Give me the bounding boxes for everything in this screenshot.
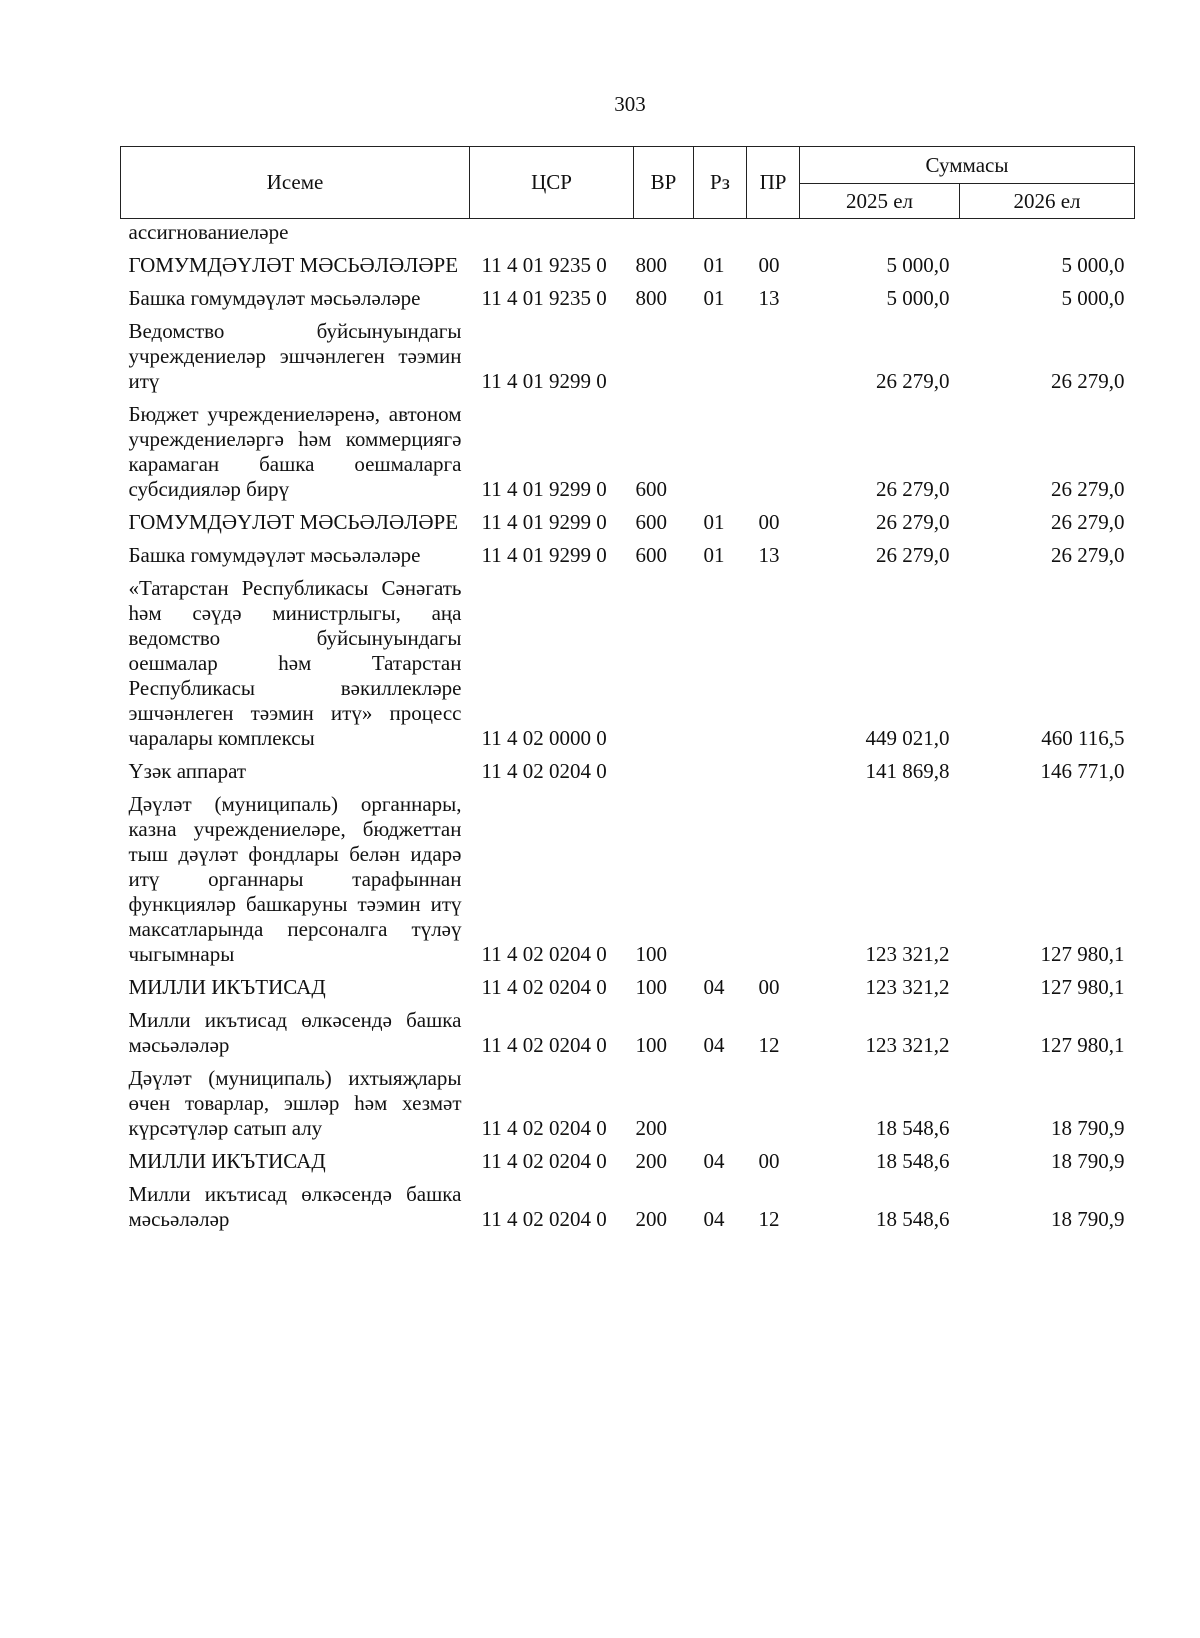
row-amount-2025: 18 548,6 — [876, 1116, 950, 1140]
row-pr-cell: 13 — [758, 543, 780, 567]
row-rz-cell — [694, 751, 747, 784]
row-vr-cell: 600 — [635, 543, 667, 567]
row-amount-2025: 18 548,6 — [876, 1149, 950, 1173]
row-rz-cell — [694, 1058, 747, 1141]
row-rz-cell — [694, 784, 747, 967]
row-amount-2026: 127 980,1 — [1040, 1033, 1125, 1057]
row-csr-cell: 11 4 01 9299 0 — [481, 510, 607, 534]
row-amount-2026: 127 980,1 — [1040, 975, 1125, 999]
row-name-cell: Дәүләт (муниципаль) органнары, казна учреждениеләре, бюджеттан тыш дәүләт фондлары белән идарә итү органнары тарафыннан функцияләр башкаруны тәэмин итү максатларында персоналга түләү чыгымнары — [128, 792, 462, 966]
table-row — [121, 394, 1135, 502]
row-vr-cell — [634, 568, 694, 751]
row-rz-cell: 04 — [703, 1207, 725, 1231]
row-amount-2026: 146 771,0 — [1040, 759, 1125, 783]
row-pr-cell: 00 — [758, 975, 780, 999]
row-csr-cell: 11 4 02 0204 0 — [481, 1207, 607, 1231]
header-pr: ПР — [747, 147, 800, 219]
row-amount-2026: 5 000,0 — [1061, 253, 1125, 277]
row-name-cell: Милли икътисад өлкәсендә башка мәсьәләләр — [128, 1008, 462, 1057]
row-pr-cell: 12 — [758, 1207, 780, 1231]
row-amount-2026: 26 279,0 — [1051, 369, 1125, 393]
row-amount-2025: 123 321,2 — [865, 975, 950, 999]
row-csr-cell: 11 4 02 0204 0 — [481, 942, 607, 966]
row-rz-cell — [694, 311, 747, 394]
row-csr-cell: 11 4 01 9299 0 — [481, 369, 607, 393]
header-csr: ЦСР — [470, 147, 634, 219]
row-csr-cell: 11 4 02 0204 0 — [481, 1116, 607, 1140]
row-rz-cell: 04 — [703, 975, 725, 999]
row-name-cell: Бюджет учреждениеләренә, автоном учреждениеләргә һәм коммерциягә карамаган башка оешмаларга субсидияләр бирү — [128, 402, 462, 501]
row-vr-cell: 600 — [635, 477, 667, 501]
row-rz-cell: 04 — [703, 1033, 725, 1057]
row-csr-cell: 11 4 02 0204 0 — [481, 1033, 607, 1057]
row-amount-2026: 18 790,9 — [1051, 1207, 1125, 1231]
row-csr-cell: 11 4 01 9299 0 — [481, 477, 607, 501]
row-amount-2025: 26 279,0 — [876, 510, 950, 534]
row-pr-cell — [747, 784, 800, 967]
row-vr-cell: 800 — [635, 253, 667, 277]
row-name-cell: МИЛЛИ ИКЪТИСАД — [128, 975, 326, 999]
row-name-cell: «Татарстан Республикасы Сәнәгать һәм сәүдә министрлыгы, аңа ведомство буйсынуындагы оешмалар һәм Татарстан Республикасы вәкиллекләре эшчәнлеген тәэмин итү» процесс чаралары комплексы — [128, 576, 462, 750]
row-amount-2026: 460 116,5 — [1041, 726, 1125, 750]
row-pr-cell: 00 — [758, 1149, 780, 1173]
row-vr-cell: 800 — [635, 286, 667, 310]
row-pr-cell — [747, 568, 800, 751]
row-name-cell: Башка гомумдәүләт мәсьәләләре — [128, 543, 421, 567]
row-pr-cell: 13 — [758, 286, 780, 310]
table-row — [121, 311, 1135, 394]
row-name-cell: Башка гомумдәүләт мәсьәләләре — [128, 286, 421, 310]
row-pr-cell: 12 — [758, 1033, 780, 1057]
row-amount-2026: 26 279,0 — [1051, 477, 1125, 501]
table-body — [121, 219, 1135, 1233]
table-row — [121, 502, 1135, 535]
row-amount-2026: 127 980,1 — [1040, 942, 1125, 966]
header-year-2025: 2025 ел — [800, 184, 960, 219]
row-amount-2026: 18 790,9 — [1051, 1149, 1125, 1173]
row-pr-cell: 00 — [758, 510, 780, 534]
row-vr-cell: 100 — [635, 1033, 667, 1057]
row-amount-2026: 5 000,0 — [1061, 286, 1125, 310]
row-amount-2025: 123 321,2 — [865, 942, 950, 966]
row-name-cell: Ведомство буйсынуындагы учреждениеләр эшчәнлеген тәэмин итү — [128, 319, 462, 393]
row-name-cell: МИЛЛИ ИКЪТИСАД — [128, 1149, 326, 1173]
row-rz-cell: 01 — [703, 286, 725, 310]
row-amount-2025: 26 279,0 — [876, 543, 950, 567]
row-amount-2025: 26 279,0 — [876, 477, 950, 501]
table-row — [121, 1058, 1135, 1141]
row-rz-cell: 01 — [703, 510, 725, 534]
header-sums: Суммасы — [800, 147, 1135, 184]
continuation-row — [121, 219, 1135, 246]
row-name-cell: Үзәк аппарат — [128, 759, 247, 783]
header-rz: Рз — [694, 147, 747, 219]
row-vr-cell: 200 — [635, 1149, 667, 1173]
row-amount-2025: 123 321,2 — [865, 1033, 950, 1057]
row-csr-cell: 11 4 01 9235 0 — [481, 286, 607, 310]
row-csr-cell: 11 4 01 9299 0 — [481, 543, 607, 567]
row-amount-2026: 18 790,9 — [1051, 1116, 1125, 1140]
row-rz-cell: 01 — [703, 253, 725, 277]
row-vr-cell: 200 — [635, 1207, 667, 1231]
row-pr-cell — [747, 751, 800, 784]
row-pr-cell — [747, 1058, 800, 1141]
row-amount-2026: 26 279,0 — [1051, 543, 1125, 567]
row-rz-cell: 04 — [703, 1149, 725, 1173]
row-csr-cell: 11 4 02 0204 0 — [481, 975, 607, 999]
row-csr-cell: 11 4 01 9235 0 — [481, 253, 607, 277]
row-pr-cell: 00 — [758, 253, 780, 277]
header-name: Исеме — [121, 147, 470, 219]
row-name-cell: Милли икътисад өлкәсендә башка мәсьәләләр — [128, 1182, 462, 1231]
table-row — [121, 784, 1135, 967]
row-amount-2025: 18 548,6 — [876, 1207, 950, 1231]
table-row — [121, 568, 1135, 751]
row-name-cell: ГОМУМДӘҮЛӘТ МӘСЬӘЛӘЛӘРЕ — [128, 510, 459, 534]
table-row — [121, 1174, 1135, 1232]
row-vr-cell: 100 — [635, 975, 667, 999]
table-row — [121, 1000, 1135, 1058]
table-row — [121, 751, 1135, 784]
page-number: 303 — [614, 92, 646, 116]
row-vr-cell: 600 — [635, 510, 667, 534]
table-header — [121, 147, 1135, 219]
header-vr: ВР — [634, 147, 694, 219]
table-row — [121, 535, 1135, 568]
row-csr-cell: 11 4 02 0204 0 — [481, 759, 607, 783]
row-pr-cell — [747, 311, 800, 394]
row-amount-2025: 5 000,0 — [886, 286, 950, 310]
row-rz-cell: 01 — [703, 543, 725, 567]
table-row — [121, 278, 1135, 311]
row-name-cell: ГОМУМДӘҮЛӘТ МӘСЬӘЛӘЛӘРЕ — [128, 253, 459, 277]
row-rz-cell — [694, 568, 747, 751]
table-row — [121, 245, 1135, 278]
table-row — [121, 1141, 1135, 1174]
table-row — [121, 967, 1135, 1000]
row-amount-2025: 449 021,0 — [865, 726, 950, 750]
row-amount-2025: 5 000,0 — [886, 253, 950, 277]
row-vr-cell — [634, 311, 694, 394]
row-vr-cell: 200 — [635, 1116, 667, 1140]
row-amount-2026: 26 279,0 — [1051, 510, 1125, 534]
header-year-2026: 2026 ел — [960, 184, 1135, 219]
row-csr-cell: 11 4 02 0204 0 — [481, 1149, 607, 1173]
row-csr-cell: 11 4 02 0000 0 — [481, 726, 607, 750]
budget-table — [120, 146, 1135, 1232]
row-pr-cell — [747, 394, 800, 502]
continuation-text: ассигнованиеләре — [128, 220, 289, 244]
row-amount-2025: 26 279,0 — [876, 369, 950, 393]
row-vr-cell — [634, 751, 694, 784]
row-amount-2025: 141 869,8 — [865, 759, 950, 783]
row-name-cell: Дәүләт (муниципаль) ихтыяҗлары өчен товарлар, эшләр һәм хезмәт күрсәтүләр сатып алу — [128, 1066, 462, 1140]
row-rz-cell — [694, 394, 747, 502]
row-vr-cell: 100 — [635, 942, 667, 966]
